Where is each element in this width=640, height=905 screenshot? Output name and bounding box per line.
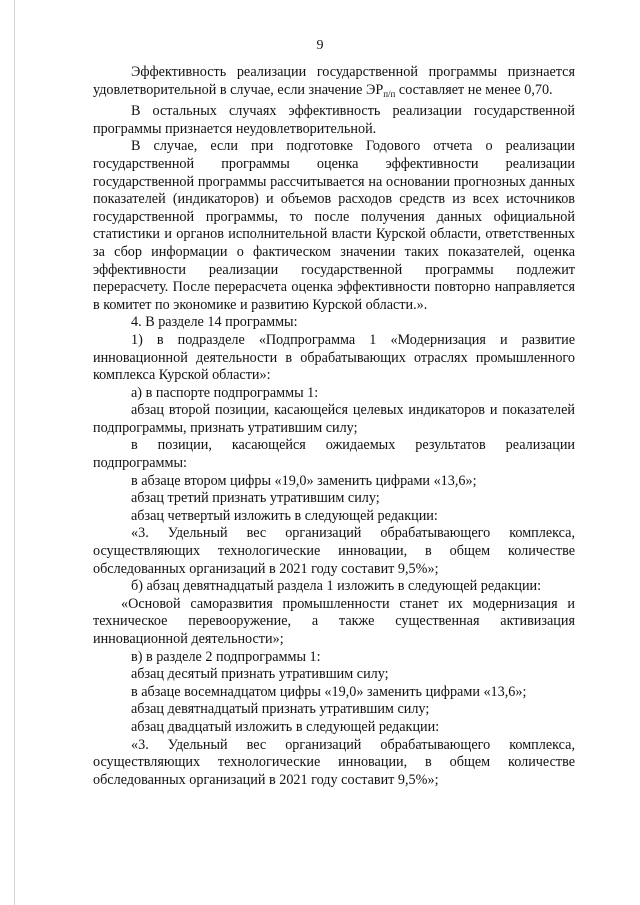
paragraph-quote-modernization: «Основой саморазвития промышленности станет их модернизация и техническое перевооружение, а также существенная активизация инновационной деятельности»;: [93, 595, 575, 647]
paragraph-second-abzac: в абзаце втором цифры «19,0» заменить цифрами «13,6»;: [131, 472, 477, 489]
paragraph-item-v: в) в разделе 2 подпрограммы 1:: [131, 648, 321, 665]
paragraph-fourth-abzac: абзац четвертый изложить в следующей редакции:: [131, 507, 438, 524]
paragraph-eighteenth-abzac: в абзаце восемнадцатом цифры «19,0» заменить цифрами «13,6»;: [131, 683, 527, 700]
page-number: 9: [316, 38, 324, 53]
paragraph-quote-share-2: «3. Удельный вес организаций обрабатывающего комплекса, осуществляющих технологические инновации, в общем количестве обследованных организаций в 2021 году составит 9,5%»;: [93, 736, 575, 788]
paragraph-subsection-1: 1) в подразделе «Подпрограмма 1 «Модернизация и развитие инновационной деятельности в обрабатывающих отраслях промышленного комплекса Курской области»:: [93, 331, 575, 384]
paragraph-text: Эффективность реализации государственной программы признается удовлетворительной в случае, если значение ЭР: [93, 64, 575, 98]
paragraph-twentieth-abzac: абзац двадцатый изложить в следующей редакции:: [131, 718, 440, 735]
paragraph-efficiency-unsatisfactory: В остальных случаях эффективность реализации государственной программы признается неудовлетворительной.: [93, 103, 575, 137]
paragraph-efficiency-satisfactory: [93, 64, 575, 103]
paragraph-item-b: б) абзац девятнадцатый раздела 1 изложить в следующей редакции:: [131, 578, 542, 595]
paragraph-expected-results: в позиции, касающейся ожидаемых результатов реализации подпрограммы:: [93, 437, 575, 472]
subscript-pp: п/п: [383, 88, 396, 99]
paragraph-target-indicators: абзац второй позиции, касающейся целевых индикаторов и показателей подпрограммы, признать утратившим силу;: [93, 402, 575, 436]
paragraph-annual-report: В случае, если при подготовке Годового отчета о реализации государственной программы оценка эффективности реализации государственной программы рассчитывается на основании прогнозных данных показателей (индикаторов) и объемов расходов средств из всех источников государственной программы, то после получения данных официальной статистики и органов исполнительной власти Курской области, ответственных за сбор информации о фактическом значении таких показателей, оценка эффективности реализации государственной программы подлежит перерасчету. После перерасчета оценка эффективности повторно направляется в комитет по экономике и развитию Курской области.».: [93, 138, 575, 313]
scan-edge-line: [14, 0, 15, 905]
paragraph-nineteenth-abzac: абзац девятнадцатый признать утратившим силу;: [131, 701, 430, 718]
paragraph-quote-share-1: «3. Удельный вес организаций обрабатывающего комплекса, осуществляющих технологические инновации, в общем количестве обследованных организаций в 2021 году составит 9,5%»;: [93, 525, 575, 577]
paragraph-third-abzac: абзац третий признать утратившим силу;: [131, 490, 380, 507]
paragraph-item-a: а) в паспорте подпрограммы 1:: [131, 384, 319, 401]
paragraph-text: составляет не менее 0,70.: [395, 81, 553, 98]
document-body: [93, 64, 575, 789]
paragraph-section-14: 4. В разделе 14 программы:: [131, 314, 298, 331]
paragraph-tenth-abzac: абзац десятый признать утратившим силу;: [131, 666, 389, 683]
